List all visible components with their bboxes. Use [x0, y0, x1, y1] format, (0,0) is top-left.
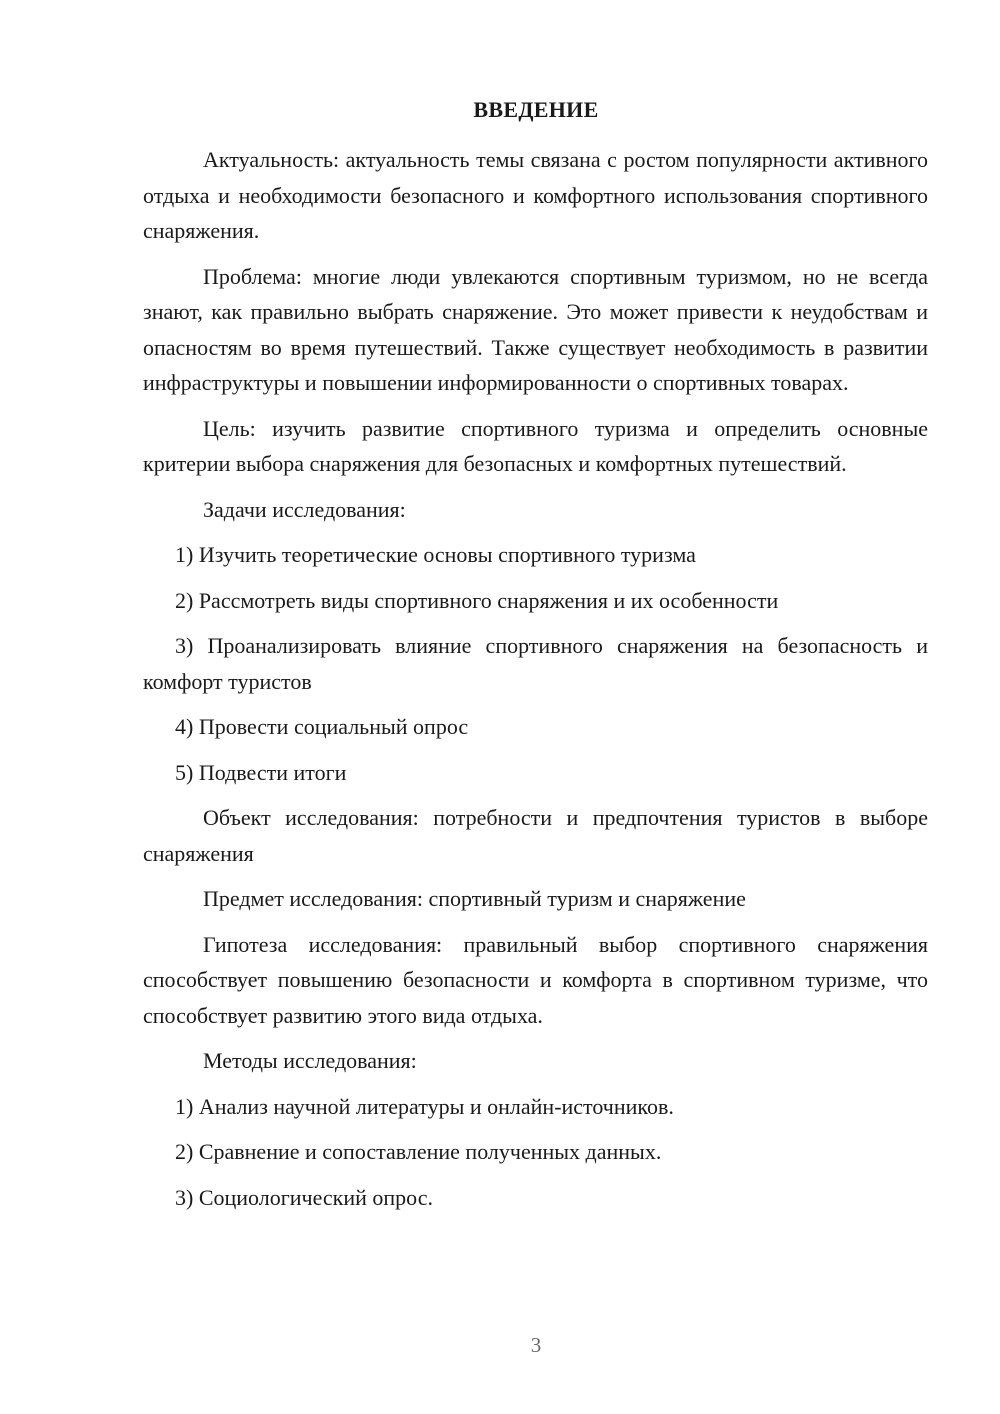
list-item: 4) Провести социальный опрос — [175, 714, 469, 739]
page-number: 3 — [530, 1333, 542, 1357]
paragraph-subject: Предмет исследования: спортивный туризм и снаряжение — [203, 886, 746, 911]
list-item: 3) Социологический опрос. — [175, 1184, 433, 1210]
list-item: 2) Рассмотреть виды спортивного снаряжения и их особенности — [175, 587, 779, 613]
list-item: 1) Изучить теоретические основы спортивного туризма — [175, 542, 696, 567]
page-title: ВВЕДЕНИЕ — [473, 97, 599, 122]
paragraph-relevance: Актуальность: актуальность темы связана с ростом популярности активного отдыха и необходимости безопасного и комфортного использования спортивного снаряжения. — [143, 147, 928, 243]
list-item: 3) Проанализировать влияние спортивного снаряжения на безопасность и комфорт туристов — [143, 633, 928, 694]
paragraph-tasks-heading: Задачи исследования: — [203, 496, 406, 522]
list-item: 5) Подвести итоги — [175, 759, 347, 785]
paragraph-goal: Цель: изучить развитие спортивного туризма и определить основные критерии выбора снаряжения для безопасных и комфортных путешествий. — [143, 415, 928, 476]
list-item: 1) Анализ научной литературы и онлайн-источников. — [175, 1093, 674, 1119]
paragraph-object: Объект исследования: потребности и предпочтения туристов в выборе снаряжения — [143, 805, 928, 866]
paragraph-hypothesis: Гипотеза исследования: правильный выбор спортивного снаряжения способствует повышению безопасности и комфорта в спортивном туризме, что способствует развитию этого вида отдыха. — [143, 931, 928, 1028]
document-body — [143, 142, 928, 1225]
list-item: 2) Сравнение и сопоставление полученных данных. — [175, 1139, 662, 1164]
paragraph-methods-heading: Методы исследования: — [203, 1048, 417, 1073]
paragraph-problem: Проблема: многие люди увлекаются спортивным туризмом, но не всегда знают, как правильно выбрать снаряжение. Это может привести к неудобствам и опасностям во время путешествий. Также существует необходимость в развитии инфраструктуры и повышении информированности о спортивных товарах. — [143, 263, 928, 395]
